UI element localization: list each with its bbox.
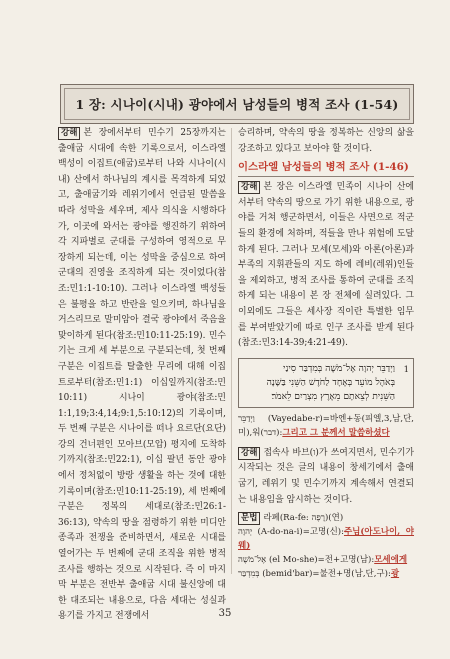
right-intro: 승리하며, 약속의 땅을 정복하는 신앙의 삶을 강조하고 있다고 보아야 할 것이다. [238,128,414,154]
gloss-text: וַיְדַבֵּר (Vayedabe-r)=바엔+동(피엘,3,남,단,미),워(דבר): [238,413,414,438]
commentary-tag: 강해 [238,447,260,460]
commentary-tag: 강해 [58,127,80,140]
left-paragraph-text: 본 장에서부터 민수기 25장까지는 출애굽 시대에 속한 기록으로서, 이스라엘 백성이 이집트(애굽)로부터 나와 시나이(시내) 산에서 하나님의 계시를 목격하게 되었고, 출애굽기와 레위기에서 언급된 말씀을 따라 성막을 세우며, 제사 의식을 시행하다가, 이곳에 와서는 광야를 행진하기 위하여 각 지파별로 군대를 구성하여 영적으로 무장하게 되는데, 이는 성막을 중심으로 하여 군대의 진영을 조직하게 되는 것이었다(참조:민1:1-10:10). 그러나 이스라엘 백성들은 불평을 하고 반란을 일으키며, 하나님을 거스리므로 말미암아 결국 광야에서 죽음을 맞이하게 된다(참조:민10:11-25:19). 민수기는 크게 세 부분으로 구분되는데, 첫 번째 구분은 이집트를 탈출한 무리에 대해 이집트로부터(참조:민1:1) 이십일까지(참조:민10:11) 시나이 광야(참조:민1:1,19;3:4,14;9:1,5:10:12)의 기록이며, 두 번째 구분은 시나이를 떠나 요르단(요단) 강의 건너편인 모아브(모압) 평지에 도착하기까지(참조:민22:1), 이십 팔년 동안 광야에서 정처없이 방랑 생활을 하는 것에 대한 기록이며(참조:민10:11-25:19), 세 번째에 구분은 정복의 세대로(참조:민26:1-36:13), 약속의 땅을 점령하기 위한 미디안 종족과 전쟁을 준비하면서, 새로운 시대를 열어가는 두 번째에 군대 조직을 위한 병적 조사를 행하는 것으로 시작된다. 즉 이 마지막 부분은 전반부 출애굽 시대 불신앙에 대한 대조되는 내용으로, 다음 세대는 성실과 용기를 가지고 전쟁에서 [58,128,226,622]
gloss-meaning: 주님(아도나이, 야웨) [238,527,414,552]
gloss-line [238,412,414,440]
right-column [238,126,414,581]
hebrew-line: בְּאֹהֶל מוֹעֵד בְּאֶחָד לַחֹדֶשׁ הַשֵּׁנִי בַּשָּׁנָה [266,376,395,388]
commentary-tag: 강해 [238,181,260,194]
gloss-text: יְהוָה (A-do-na-i)=고명(신): [238,527,344,538]
grammar-line [238,511,414,525]
commentary-text: 접속사 바브(ו)가 쓰여지면서, 민수기가 시작되는 것은 글의 내용이 창세기에서 출애굽기, 레위기 및 민수기까지 계속해서 연결되는 내용임을 암시하는 것이다. [238,447,414,505]
verse-number: 1 [403,364,409,375]
left-paragraph [58,126,226,625]
gloss-text: בְּמִדְבַּר (bemid'bar)=불전+명(남,단,구): [238,569,391,580]
gloss-line [238,525,414,553]
chapter-title: 1 장: 시나이(시내) 광야에서 남성들의 병적 조사 (1-54) [75,97,399,112]
section-heading: 이스라엘 남성들의 병적 조사 (1-46) [238,161,409,174]
hebrew-line: הַשֵּׁנִית לְצֵאתָם מֵאֶרֶץ מִצְרַיִם לֵאמֹר׃ [271,390,395,402]
chapter-title-box [60,84,414,124]
right-paragraph [238,180,414,352]
column-divider [231,128,232,574]
page-number: 35 [218,608,232,619]
commentary-paragraph [238,446,414,508]
hebrew-verse-box [238,358,414,408]
gloss-text: אֶל־מֹשֶׁה (el Mo-she)=전+고명(남): [238,555,375,566]
heading-rule [238,176,414,177]
gloss-meaning: 모세에게 [374,555,408,566]
left-column [58,126,226,625]
grammar-text: 라페(Ra-fe: רָפֶה)(연) [263,513,344,524]
gloss-line [238,567,414,581]
right-paragraph-text: 본 장은 이스라엘 민족이 시나이 산에서부터 약속의 땅으로 가기 위한 내용으로, 광야를 거쳐 행군하면서, 이들은 사면으로 적군들의 환경에 처하며, 적들을 만나 위험에 도달하게 된다. 그러나 모세(모세)와 아론(아론)과 부족의 지휘관들의 지도 하에 레비(레위)인들을 제외하고, 병적 조사를 통하여 군대를 조직하게 되는 내용이 본 장 전체에 실려있다. 그 이외에도 그들은 세사장 직이란 특별한 임무를 부여받았기에 따로 인구 조사를 받게 된다(참조:민3:14-39;4:21-49). [238,182,414,349]
hebrew-line: וַיְדַבֵּר יְהוָה אֶל־מֹשֶׁה בְּמִדְבַּר סִינַי [283,362,395,374]
grammar-tag: 문법 [238,512,260,525]
gloss-line [238,553,414,567]
gloss-meaning: 그리고 그 분께서 말씀하셨다 [282,427,390,438]
gloss-meaning: 광 [390,569,400,580]
